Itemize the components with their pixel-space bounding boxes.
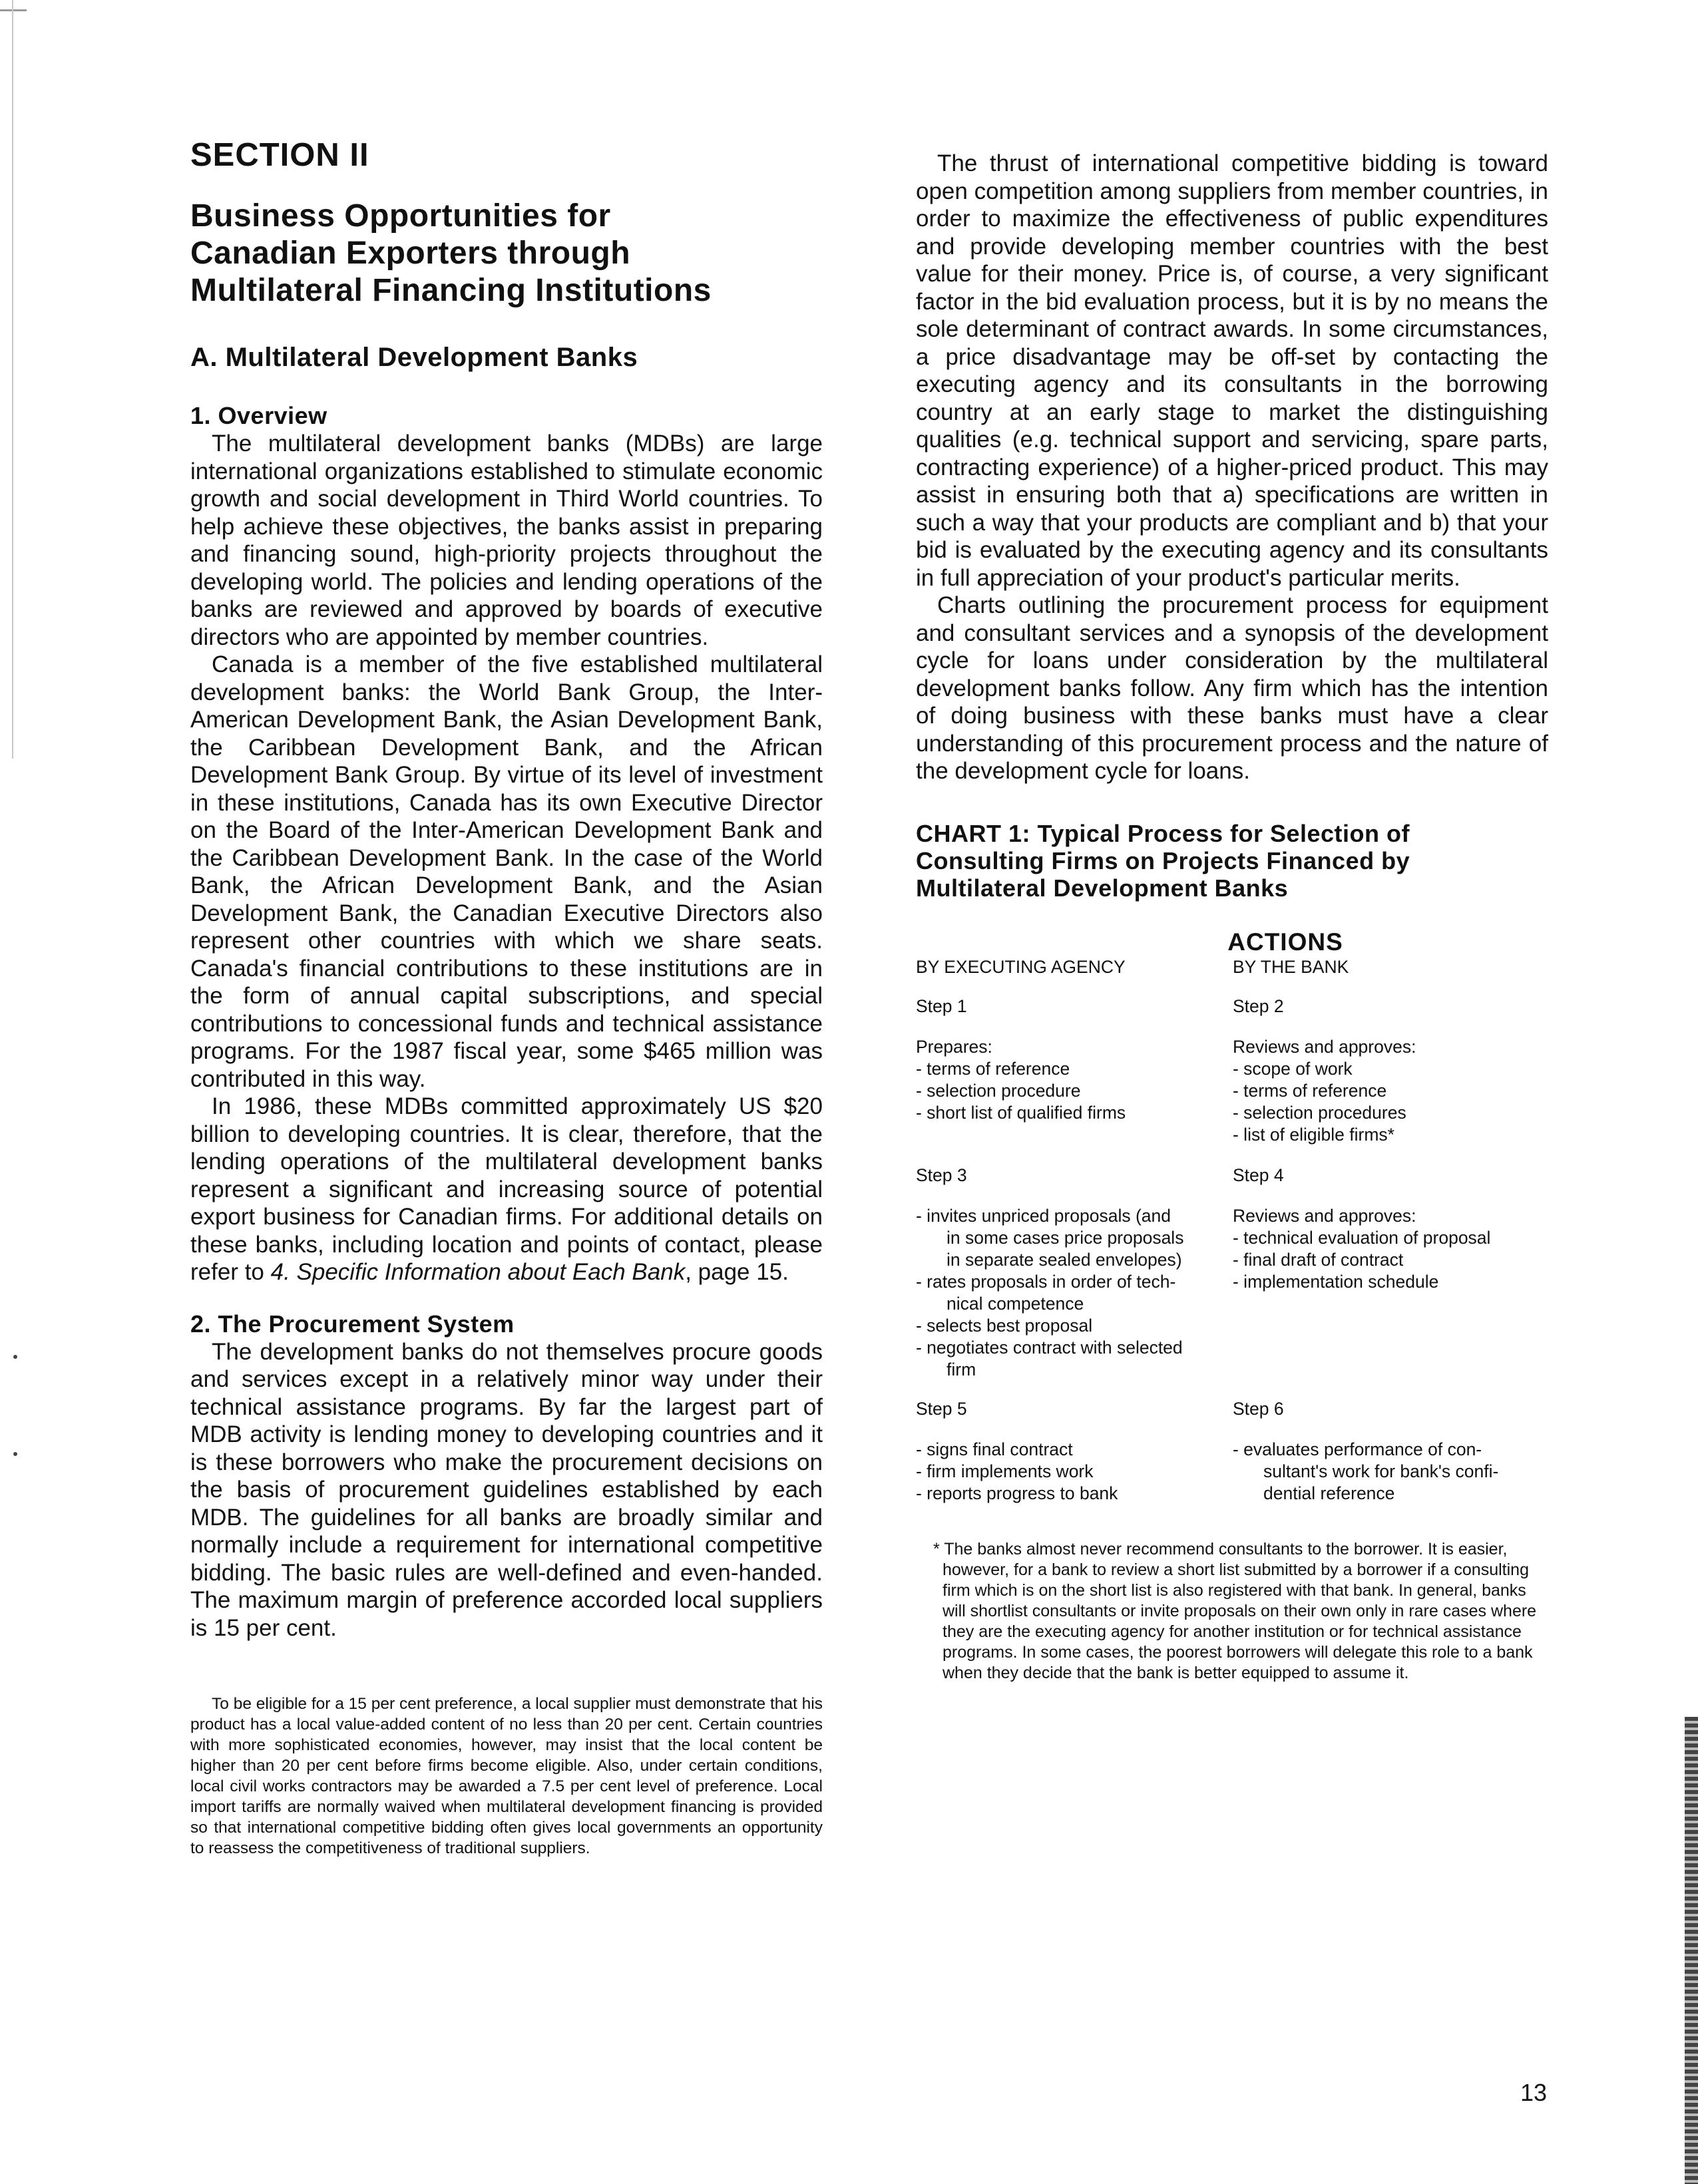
chart-step-row (916, 1165, 1548, 1186)
action-line: - selects best proposal (916, 1315, 1093, 1336)
subsection-heading: A. Multilateral Development Banks (190, 343, 638, 372)
chart-column-headers (916, 956, 1548, 978)
action-line: Prepares: (916, 1036, 992, 1057)
scan-margin-line (12, 0, 13, 759)
paragraph-text: , page 15. (685, 1259, 789, 1285)
executing-agency-actions (916, 1036, 1233, 1146)
spacer (916, 902, 1548, 928)
page-number: 13 (1520, 2079, 1548, 2106)
action-line: - list of eligible firms* (1233, 1124, 1394, 1145)
body-paragraph (190, 1093, 823, 1286)
step-label: Step 5 (916, 1398, 967, 1419)
action-line: sultant's work for bank's confi- (1263, 1461, 1499, 1481)
scan-margin-mark (0, 9, 27, 11)
chart-title-line: Consulting Firms on Projects Financed by (916, 846, 1410, 874)
body-paragraph: Canada is a member of the five established multilateral development banks: the World Bank Group, the Inter-American Development Bank, the Asian Development Bank, the Caribbean Development Bank, and the African Development Bank Group. By virtue of its level of investment in these institutions, Canada has its own Executive Director on the Board of the Inter-American Development Bank and the Caribbean Development Bank. In the case of the World Bank, the African Development Bank, and the Asian Development Bank, the Canadian Executive Directors also represent other countries with which we share seats. Canada's financial contributions to these institutions are in the form of annual capital subscriptions, and special contributions to concessional funds and technical assistance programs. For the 1987 fiscal year, some $465 million was contributed in this way. (190, 651, 823, 1092)
chart-title-line: CHART 1: Typical Process for Selection of (916, 819, 1410, 847)
action-line: - signs final contract (916, 1439, 1073, 1459)
action-line: - implementation schedule (1233, 1271, 1439, 1292)
step-label: Step 4 (1233, 1165, 1284, 1185)
spacer (916, 785, 1548, 820)
document-title-line: Multilateral Financing Institutions (190, 273, 712, 308)
overview-heading: 1. Overview (190, 402, 327, 429)
step-label: Step 1 (916, 996, 967, 1016)
bank-actions (1233, 1439, 1548, 1505)
chart-step-body (916, 1036, 1548, 1146)
action-line: Reviews and approves: (1233, 1205, 1416, 1226)
action-line: - terms of reference (1233, 1080, 1387, 1101)
step-label: Step 6 (1233, 1398, 1284, 1419)
body-paragraph: Charts outlining the procurement process for equipment and consultant services and a synopsis of the development cycle for loans under consideration by the multilateral development banks follow. Any firm which has the intention of doing business with these banks must have a clear understanding of this procurement process and the nature of the development cycle for loans. (916, 592, 1548, 784)
action-line: firm (947, 1359, 976, 1379)
cross-reference: 4. Specific Information about Each Bank (270, 1259, 686, 1285)
scan-speck (13, 1452, 17, 1456)
document-title-line: Canadian Exporters through (190, 236, 631, 271)
paragraph-text: In 1986, these MDBs committed approximately US $20 billion to developing countries. It is clear, therefore, that the lending operations of the multilateral development banks represent a significant and increasing source of potential export business for Canadian firms. For additional details on these banks, including location and points of contact, please refer to (190, 1093, 823, 1285)
column-header-bank: BY THE BANK (1233, 956, 1349, 977)
step-label: Step 3 (916, 1165, 967, 1185)
bank-actions (1233, 1036, 1548, 1146)
executing-agency-actions (916, 1439, 1233, 1505)
action-line: - reports progress to bank (916, 1483, 1118, 1503)
chart-title-line: Multilateral Development Banks (916, 874, 1289, 902)
process-chart (916, 956, 1548, 1505)
action-line: - scope of work (1233, 1058, 1353, 1079)
action-line: - terms of reference (916, 1058, 1070, 1079)
chart-footnote-text: The banks almost never recommend consultants to the borrower. It is easier, however, for a bank to review a short list submitted by a borrower if a consulting firm which is on the short list is also registered with that bank. In general, banks will shortlist consultants or invite proposals on their own only in rare cases where they are the executing agency for another institution or for technical assistance programs. In some cases, the poorest borrowers will delegate this role to a bank when they decide that the bank is better equipped to assume it. (943, 1539, 1537, 1682)
action-line: - selection procedures (1233, 1102, 1406, 1123)
scan-page-edge (1685, 1717, 1698, 2184)
chart-step-body (916, 1205, 1548, 1381)
spacer (190, 1642, 823, 1694)
body-paragraph: The development banks do not themselves procure goods and services except in a relatively minor way under their technical assistance programs. By far the largest part of MDB activity is lending money to developing countries and it is these borrowers who make the procurement decisions on the basis of procurement guidelines established by each MDB. The guidelines for all banks are broadly similar and normally include a requirement for international competitive bidding. The basic rules are well-defined and even-handed. The maximum margin of preference accorded local suppliers is 15 per cent. (190, 1338, 823, 1641)
column-header-executing-agency: BY EXECUTING AGENCY (916, 956, 1126, 977)
executing-agency-actions (916, 1205, 1233, 1381)
chart-step-row (916, 996, 1548, 1017)
body-paragraph: The thrust of international competitive bidding is toward open competition among suppliers from member countries, in order to maximize the effectiveness of public expenditures and provide developing member countries with the best value for their money. Price is, of course, a very significant factor in the bid evaluation process, but it is by no means the sole determinant of contract awards. In some circumstances, a price disadvantage may be off-set by contacting the executing agency and its consultants in the borrowing country at an early stage to market the distinguishing qualities (e.g. technical support and servicing, spare parts, contracting experience) of a higher-priced product. This may assist in ensuring both that a) specifications are written in such a way that your products are compliant and b) that your bid is evaluated by the executing agency and its consultants in full appreciation of your product's particular merits. (916, 150, 1548, 591)
action-line: - firm implements work (916, 1461, 1094, 1481)
actions-heading: ACTIONS (1227, 928, 1343, 956)
footnote-marker: * (933, 1539, 940, 1558)
action-line: Reviews and approves: (1233, 1036, 1416, 1057)
spacer (190, 1286, 823, 1310)
document-title-line: Business Opportunities for (190, 198, 611, 234)
chart-footnote (916, 1539, 1548, 1684)
action-line: dential reference (1263, 1483, 1395, 1503)
action-line: nical competence (947, 1293, 1084, 1314)
footnote: To be eligible for a 15 per cent preference, a local supplier must demonstrate that his product has a local value-added content of no less than 20 per cent. Certain countries with more sophisticated economies, however, may insist that the local content be higher than 20 per cent before firms become eligible. Also, under certain conditions, local civil works contractors may be awarded a 7.5 per cent level of preference. Local import tariffs are normally waived when multilateral development financing is provided so that international competitive bidding often gives local governments an opportunity to reassess the competitiveness of traditional suppliers. (190, 1695, 823, 1857)
step-label: Step 2 (1233, 996, 1284, 1016)
chart-title (916, 820, 1548, 902)
bank-actions (1233, 1205, 1548, 1381)
chart-step-row (916, 1398, 1548, 1420)
body-paragraph: The multilateral development banks (MDBs) are large international organizations established to stimulate economic growth and social development in Third World countries. To help achieve these objectives, the banks assist in preparing and financing sound, high-priority projects throughout the developing world. The policies and lending operations of the banks are reviewed and approved by boards of executive directors who are appointed by member countries. (190, 431, 823, 650)
action-line: in separate sealed envelopes) (947, 1249, 1182, 1270)
spacer (916, 1505, 1548, 1539)
section-label: SECTION II (190, 137, 369, 173)
action-line: - rates proposals in order of tech- (916, 1271, 1176, 1292)
chart-step-body (916, 1439, 1548, 1505)
action-line: - evaluates performance of con- (1233, 1439, 1482, 1459)
scan-speck (13, 1355, 17, 1359)
action-line: - invites unpriced proposals (and (916, 1205, 1171, 1226)
document-title (190, 198, 823, 309)
action-line: - final draft of contract (1233, 1249, 1404, 1270)
action-line: - technical evaluation of proposal (1233, 1227, 1491, 1248)
action-line: - short list of qualified firms (916, 1102, 1126, 1123)
procurement-heading: 2. The Procurement System (190, 1310, 515, 1338)
action-line: - negotiates contract with selected (916, 1337, 1183, 1358)
right-column (916, 150, 1548, 1684)
action-line: in some cases price proposals (947, 1227, 1184, 1248)
action-line: - selection procedure (916, 1080, 1081, 1101)
left-column (190, 136, 823, 1859)
